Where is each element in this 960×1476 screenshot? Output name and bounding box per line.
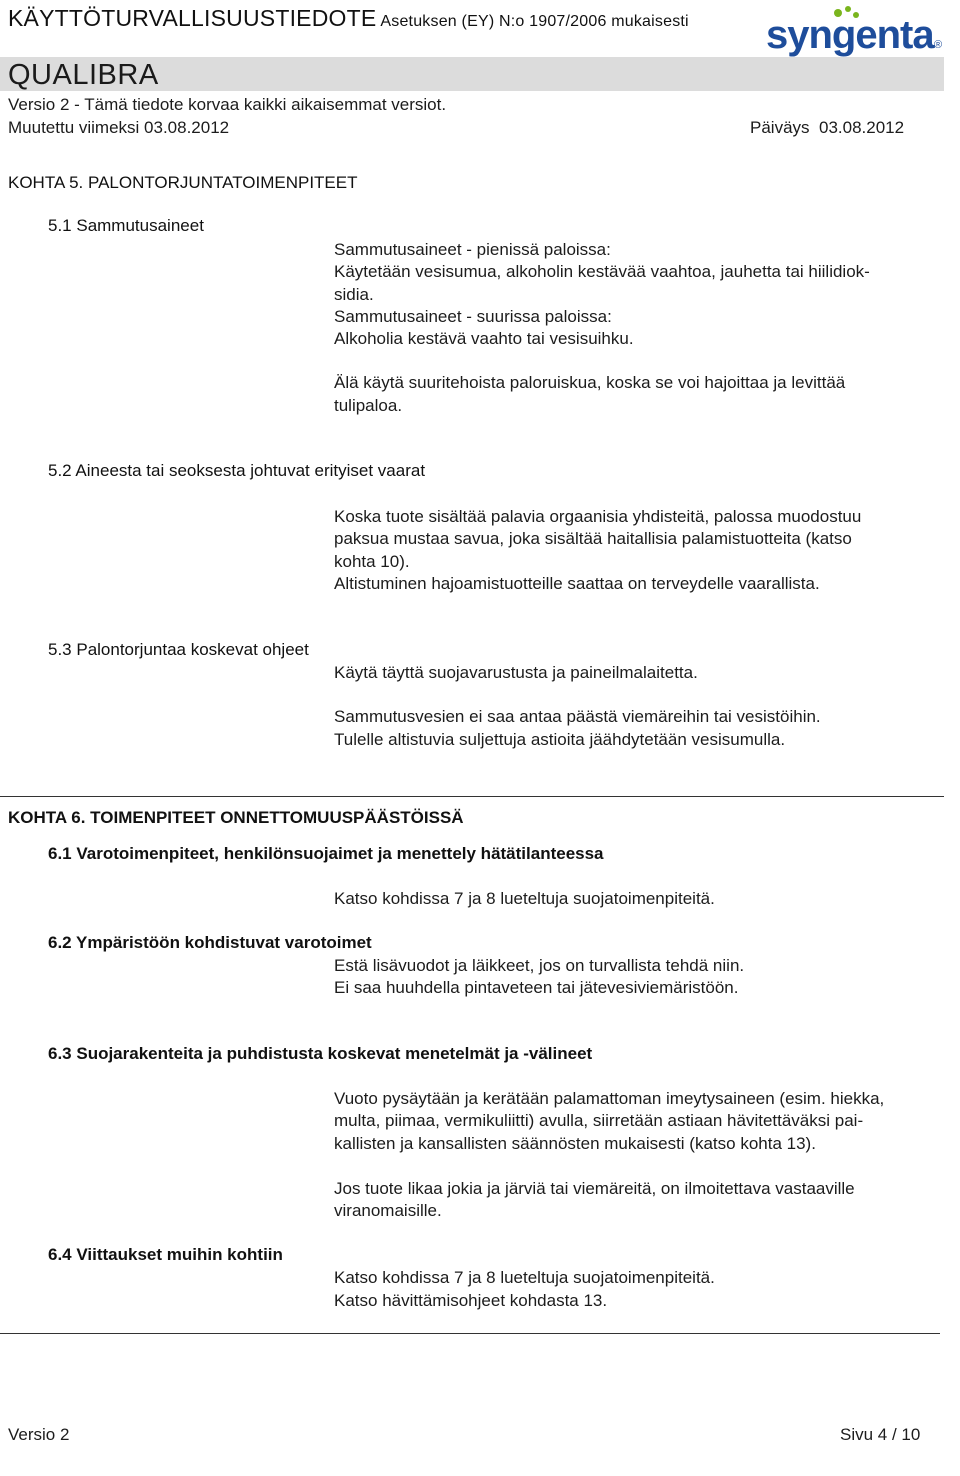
document-title-text: KÄYTTÖTURVALLISUUSTIEDOTE [8, 5, 377, 31]
section-6-3-line: Jos tuote likaa jokia ja järviä tai viemäreitä, on ilmoitettava vastaaville [334, 1179, 855, 1198]
section-6-2-line: Ei saa huuhdella pintaveteen tai jätevesiviemäristöön. [334, 978, 739, 997]
version-note: Versio 2 - Tämä tiedote korvaa kaikki aikaisemmat versiot. [8, 95, 447, 114]
section-6-3-line: multa, piimaa, vermikuliitti) avulla, siirretään astiaan hävitettäväksi pai- [334, 1111, 864, 1130]
regulation-text: Asetuksen (EY) N:o 1907/2006 mukaisesti [380, 13, 689, 30]
brand-registered-mark: ® [934, 39, 943, 51]
date-label: Päiväys [750, 118, 810, 137]
section-5-2-line: Altistuminen hajoamistuotteille saattaa on terveydelle vaarallista. [334, 574, 820, 593]
section-5-1-line: Sammutusaineet - pienissä paloissa: [334, 240, 611, 259]
section-5-1-line: sidia. [334, 285, 374, 304]
section-6-4-title: 6.4 Viittaukset muihin kohtiin [48, 1245, 283, 1264]
section-6-4-line: Katso hävittämisohjeet kohdasta 13. [334, 1291, 608, 1310]
section-5-3-line: Käytä täyttä suojavarustusta ja paineilmalaitetta. [334, 663, 698, 682]
section-6-4-line: Katso kohdissa 7 ja 8 lueteltuja suojatoimenpiteitä. [334, 1268, 715, 1287]
section-6-title: KOHTA 6. TOIMENPITEET ONNETTOMUUSPÄÄSTÖISSÄ [8, 808, 464, 827]
footer-divider [0, 1333, 940, 1334]
section-6-3-line: kallisten ja kansallisten säännösten mukaisesti (katso kohta 13). [334, 1134, 816, 1153]
section-6-3-line: Vuoto pysäytään ja kerätään palamattoman imeytysaineen (esim. hiekka, [334, 1089, 885, 1108]
section-5-2-line: Koska tuote sisältää palavia orgaanisia yhdisteitä, palossa muodostuu [334, 507, 862, 526]
document-title [8, 4, 689, 36]
brand-name: syngenta [766, 13, 934, 57]
footer-page-number: Sivu 4 / 10 [840, 1425, 921, 1444]
footer-version: Versio 2 [8, 1425, 70, 1444]
section-5-1-line: Käytetään vesisumua, alkoholin kestävää vaahtoa, jauhetta tai hiilidiok- [334, 262, 870, 281]
section-5-2-title: 5.2 Aineesta tai seoksesta johtuvat erityiset vaarat [48, 461, 426, 480]
section-6-1-title: 6.1 Varotoimenpiteet, henkilönsuojaimet ja menettely hätätilanteessa [48, 844, 604, 863]
issue-date [750, 117, 904, 139]
modified-date: Muutettu viimeksi 03.08.2012 [8, 118, 230, 137]
section-5-2-line: kohta 10). [334, 552, 410, 571]
section-6-3-line: viranomaisille. [334, 1201, 442, 1220]
section-5-1-line: Alkoholia kestävä vaahto tai vesisuihku. [334, 329, 634, 348]
section-5-3-line: Sammutusvesien ei saa antaa päästä viemäreihin tai vesistöihin. [334, 707, 821, 726]
section-6-1-line: Katso kohdissa 7 ja 8 lueteltuja suojatoimenpiteitä. [334, 889, 715, 908]
section-6-3-title: 6.3 Suojarakenteita ja puhdistusta koskevat menetelmät ja -välineet [48, 1044, 593, 1063]
section-5-1-line: tulipaloa. [334, 396, 403, 415]
section-5-title: KOHTA 5. PALONTORJUNTATOIMENPITEET [8, 173, 358, 192]
date-value: 03.08.2012 [818, 118, 905, 137]
section-5-3-title: 5.3 Palontorjuntaa koskevat ohjeet [48, 640, 309, 659]
product-name: QUALIBRA [8, 59, 159, 91]
section-5-1-line: Älä käytä suuritehoista paloruiskua, koska se voi hajoittaa ja levittää [334, 373, 846, 392]
section-5-2-line: paksua mustaa savua, joka sisältää haitallisia palamistuotteita (katso [334, 529, 852, 548]
section-5-1-line: Sammutusaineet - suurissa paloissa: [334, 307, 612, 326]
syngenta-logo [764, 4, 944, 58]
section-6-2-title: 6.2 Ympäristöön kohdistuvat varotoimet [48, 933, 372, 952]
section-5-3-line: Tulelle altistuvia suljettuja astioita jäähdytetään vesisumulla. [334, 730, 786, 749]
section-6-2-line: Estä lisävuodot ja läikkeet, jos on turvallista tehdä niin. [334, 956, 745, 975]
section-5-1-title: 5.1 Sammutusaineet [48, 216, 204, 235]
section-divider [0, 796, 944, 797]
